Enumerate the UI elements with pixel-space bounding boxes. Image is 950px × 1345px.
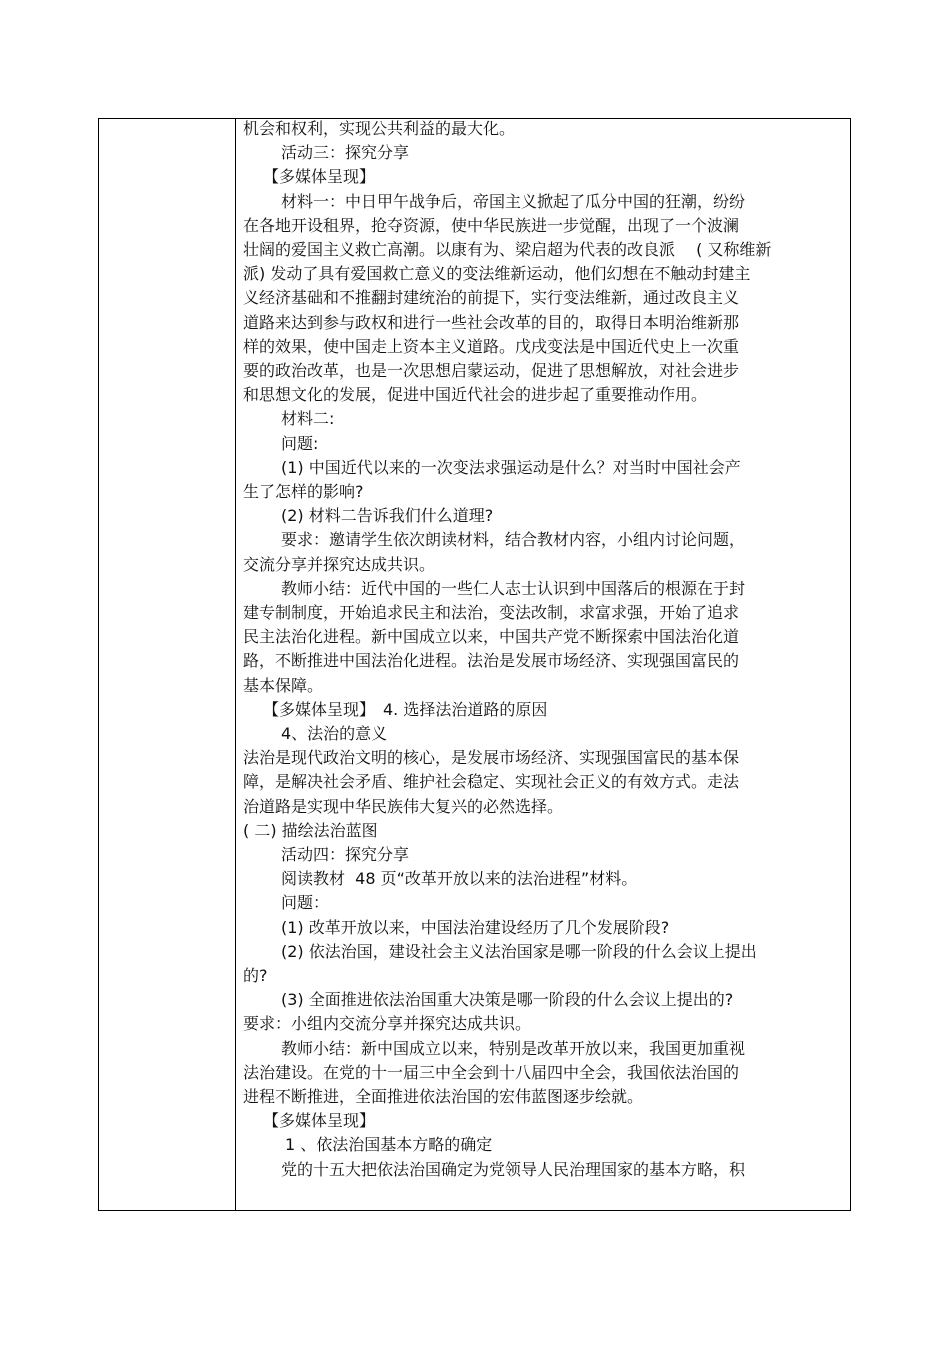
text-line: (3) 全面推进依法治国重大决策是哪一阶段的什么会议上提出的? bbox=[281, 990, 734, 1010]
text-line: 党的十五大把依法治国确定为党领导人民治理国家的基本方略，积 bbox=[281, 1159, 746, 1179]
text-line: 义经济基础和不推翻封建统治的前提下，实行变法维新，通过改良主义 bbox=[243, 288, 740, 308]
text-line: 建专制制度，开始追求民主和法治，变法改制，求富求强，开始了追求 bbox=[243, 603, 740, 622]
text-line: 材料一：中日甲午战争后，帝国主义掀起了瓜分中国的狂潮，纷纷 bbox=[281, 191, 746, 211]
text-line: 机会和权利，实现公共利益的最大化。 bbox=[243, 119, 516, 138]
text-line: 派) 发动了具有爱国救亡意义的变法维新运动，他们幻想在不触动封建主 bbox=[243, 264, 751, 284]
text-line: 4、法治的意义 bbox=[281, 724, 388, 743]
text-line: 道路来达到参与政权和进行一些社会改革的目的，取得日本明治维新那 bbox=[243, 312, 740, 332]
text-line: (2) 依法治国，建设社会主义法治国家是哪一阶段的什么会议上提出 bbox=[281, 941, 757, 961]
text-line: 生了怎样的影响? bbox=[243, 482, 364, 501]
text-line: (2) 材料二告诉我们什么道理? bbox=[281, 506, 494, 526]
text-line: 活动三：探究分享 bbox=[281, 143, 410, 163]
text-line: 障，是解决社会矛盾、维护社会稳定、实现社会正义的有效方式。走法 bbox=[243, 772, 740, 792]
text-line: 的? bbox=[243, 966, 268, 985]
text-line: 【多媒体呈现】 4. 选择法治道路的原因 bbox=[263, 699, 548, 719]
text-line: 交流分享并探究达成共识。 bbox=[243, 554, 436, 574]
text-line: 【多媒体呈现】 bbox=[263, 1111, 376, 1131]
text-line: 民主法治化进程。新中国成立以来，中国共产党不断探索中国法治化道 bbox=[243, 627, 740, 647]
text-line: 在各地开设租界，抢夺资源，使中华民族进一步觉醒，出现了一个波澜 bbox=[243, 215, 740, 235]
text-line: 问题: bbox=[281, 433, 319, 453]
text-line: 治道路是实现中华民族伟大复兴的必然选择。 bbox=[243, 796, 564, 816]
text-line: 问题： bbox=[281, 893, 330, 913]
text-line: ( 二) 描绘法治蓝图 bbox=[243, 820, 378, 840]
text-line: 和思想文化的发展，促进中国近代社会的进步起了重要推动作用。 bbox=[243, 385, 708, 405]
text-line: 法治建设。在党的十一届三中全会到十八届四中全会，我国依法治国的 bbox=[243, 1062, 740, 1082]
text-line: 路，不断推进中国法治化进程。法治是发展市场经济、实现强国富民的 bbox=[243, 651, 740, 671]
text-line: 材料二: bbox=[281, 409, 335, 429]
text-line: 要求：小组内交流分享并探究达成共识。 bbox=[243, 1014, 532, 1034]
text-line: 【多媒体呈现】 bbox=[263, 167, 376, 187]
column-divider bbox=[235, 118, 236, 1211]
text-line: 教师小结：近代中国的一些仁人志士认识到中国落后的根源在于封 bbox=[281, 578, 746, 598]
text-line: 活动四：探究分享 bbox=[281, 845, 410, 864]
text-line: 壮阔的爱国主义救亡高潮。以康有为、梁启超为代表的改良派 ( 又称维新 bbox=[243, 240, 772, 259]
text-line: 样的效果，使中国走上资本主义道路。戊戌变法是中国近代史上一次重 bbox=[243, 336, 740, 356]
text-line: 要求：邀请学生依次朗读材料，结合教材内容，小组内讨论问题， bbox=[281, 530, 746, 550]
text-line: 教师小结：新中国成立以来，特别是改革开放以来，我国更加重视 bbox=[281, 1038, 746, 1058]
text-line: 1 、依法治国基本方略的确定 bbox=[285, 1135, 493, 1155]
text-line: (1) 中国近代以来的一次变法求强运动是什么？对当时中国社会产 bbox=[281, 457, 741, 477]
text-line: 基本保障。 bbox=[243, 675, 324, 695]
text-line: 阅读教材 48 页“改革开放以来的法治进程”材料。 bbox=[281, 869, 638, 889]
text-line: 要的政治改革，也是一次思想启蒙运动，促进了思想解放，对社会进步 bbox=[243, 361, 740, 380]
text-line: (1) 改革开放以来，中国法治建设经历了几个发展阶段? bbox=[281, 917, 670, 937]
text-line: 法治是现代政治文明的核心，是发展市场经济、实现强国富民的基本保 bbox=[243, 748, 740, 768]
text-line: 进程不断推进，全面推进依法治国的宏伟蓝图逐步绘就。 bbox=[243, 1087, 644, 1106]
